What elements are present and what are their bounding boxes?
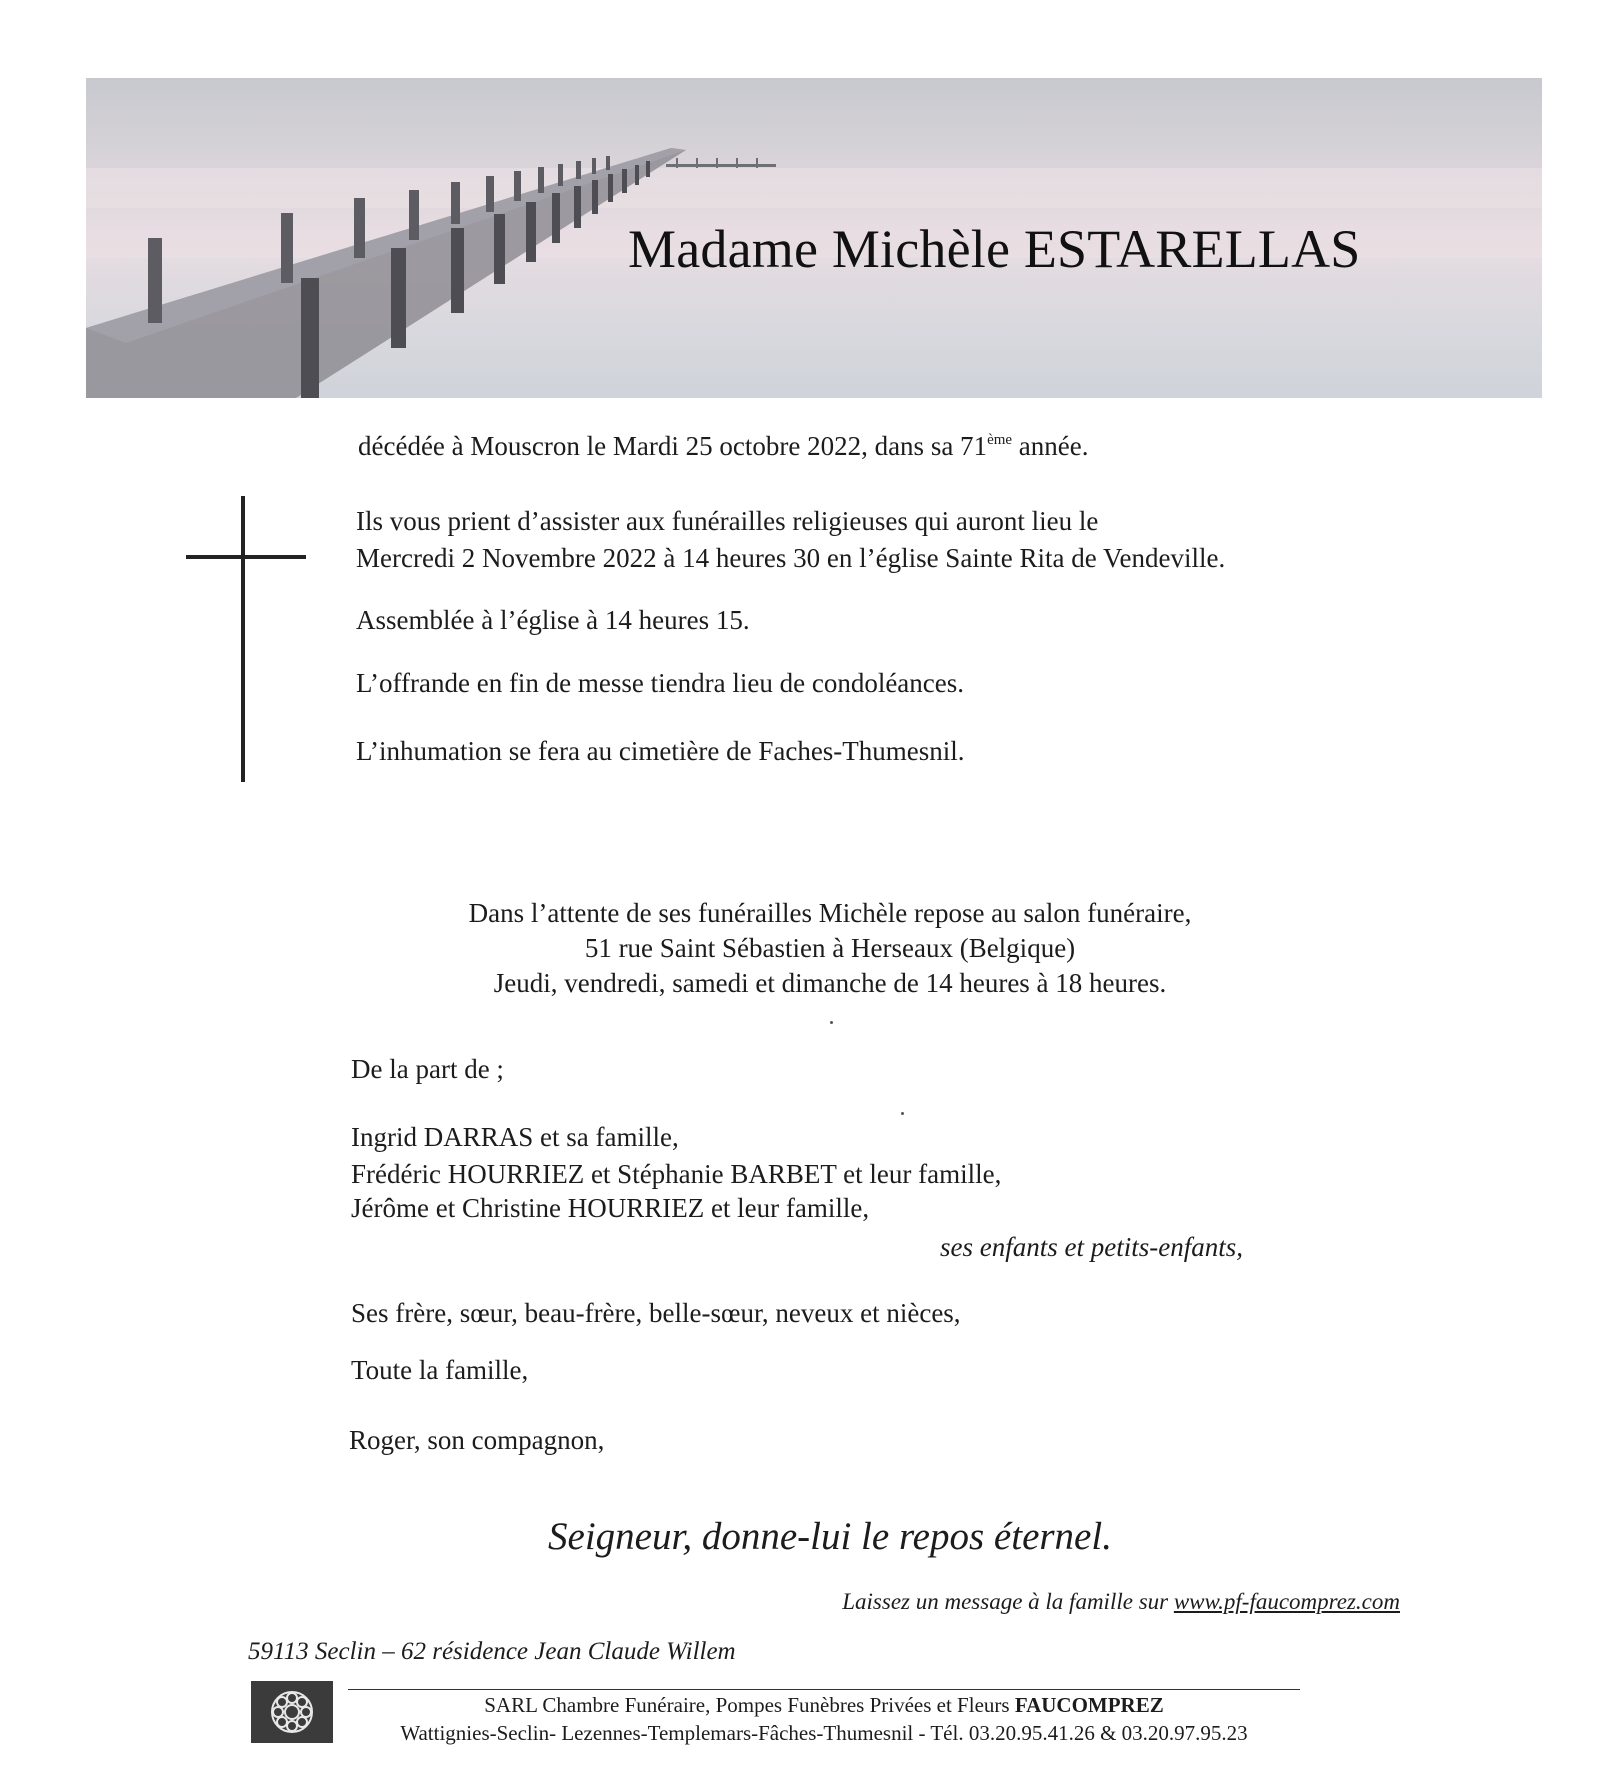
- locations-phone-line: Wattignies-Seclin- Lezennes-Templemars-Fâches-Thumesnil - Tél. 03.20.95.41.26 & 03.20.97.95.23: [400, 1721, 1248, 1745]
- family-child-2: Frédéric HOURRIEZ et Stéphanie BARBET et leur famille,: [351, 1159, 1002, 1189]
- funeral-home-address: 59113 Seclin – 62 résidence Jean Claude Willem: [248, 1638, 736, 1665]
- burial-note: L’inhumation se fera au cimetière de Faches-Thumesnil.: [356, 736, 965, 766]
- children-caption: ses enfants et petits-enfants,: [940, 1232, 1243, 1262]
- company-line: SARL Chambre Funéraire, Pompes Funèbres Privées et Fleurs FAUCOMPREZ: [484, 1693, 1164, 1717]
- footer-divider: [348, 1689, 1300, 1690]
- company-name: FAUCOMPREZ: [1014, 1693, 1164, 1717]
- deceased-name-title: Madame Michèle ESTARELLAS: [628, 219, 1361, 279]
- closing-prayer: Seigneur, donne-lui le repos éternel.: [548, 1515, 1112, 1558]
- family-intro: De la part de ;: [351, 1054, 504, 1084]
- family-whole: Toute la famille,: [351, 1355, 529, 1385]
- viewing-line-1: Dans l’attente de ses funérailles Michèle repose au salon funéraire,: [468, 898, 1192, 928]
- family-partner: Roger, son compagnon,: [349, 1425, 605, 1455]
- family-child-1: Ingrid DARRAS et sa famille,: [351, 1122, 679, 1152]
- invitation-line-1: Ils vous prient d’assister aux funérailles religieuses qui auront lieu le: [356, 506, 1099, 536]
- cross-icon: [241, 496, 245, 782]
- family-siblings: Ses frère, sœur, beau-frère, belle-sœur, neveux et nièces,: [351, 1298, 961, 1328]
- scan-speck: [901, 1112, 904, 1115]
- offering-note: L’offrande en fin de messe tiendra lieu de condoléances.: [356, 668, 965, 698]
- scan-speck: [830, 1021, 833, 1024]
- funeral-home-logo: [251, 1681, 333, 1743]
- cross-icon-bar: [186, 555, 306, 559]
- family-child-3: Jérôme et Christine HOURRIEZ et leur famille,: [351, 1193, 870, 1223]
- invitation-line-2: Mercredi 2 Novembre 2022 à 14 heures 30 en l’église Sainte Rita de Vendeville.: [356, 543, 1226, 573]
- assembly-time: Assemblée à l’église à 14 heures 15.: [356, 605, 750, 635]
- viewing-hours: Jeudi, vendredi, samedi et dimanche de 14 heures à 18 heures.: [493, 968, 1167, 998]
- ordinal-suffix: ème: [987, 432, 1013, 448]
- death-announcement: décédée à Mouscron le Mardi 25 octobre 2022, dans sa 71ème année.: [358, 431, 1089, 461]
- website-link[interactable]: www.pf-faucomprez.com: [1173, 1589, 1400, 1614]
- viewing-address: 51 rue Saint Sébastien à Herseaux (Belgique): [584, 933, 1076, 963]
- guestbook-message: Laissez un message à la famille sur www.pf-faucomprez.com: [842, 1589, 1400, 1614]
